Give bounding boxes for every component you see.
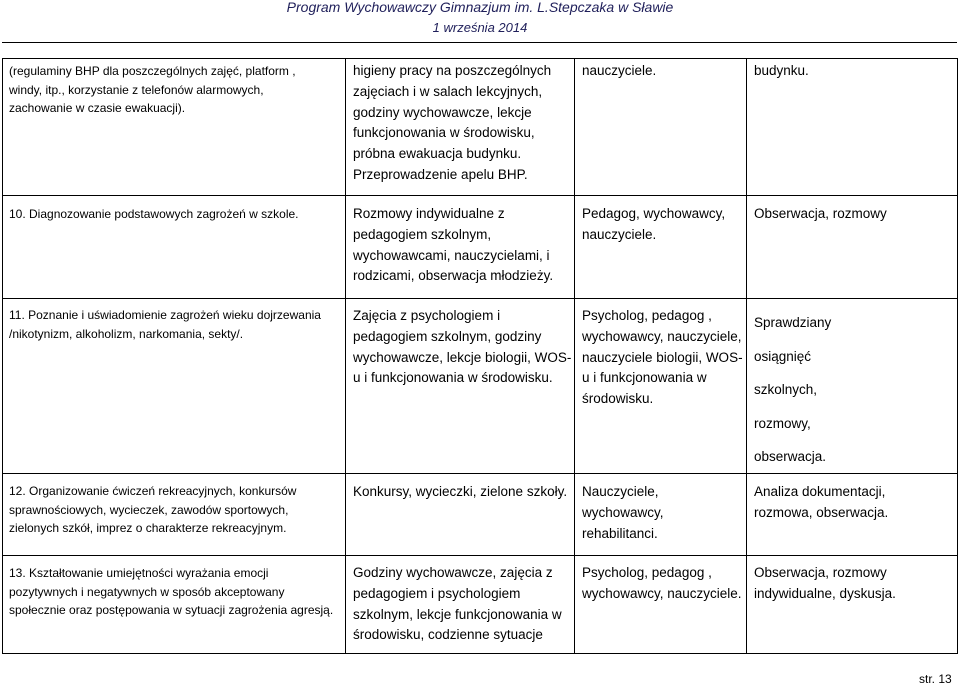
cell-line: 10. Diagnozowanie podstawowych zagrożeń w szkole. [9,207,299,221]
table-row-2-task [9,205,299,224]
table-right-border [957,58,958,654]
table-left-border [2,58,3,654]
cell-line: nauczyciele biologii, WOS- [582,349,743,365]
page-number: str. 13 [919,672,952,686]
table-row-3-evaluation [754,306,831,474]
row-divider [2,298,957,299]
cell-line: higieny pracy na poszczególnych [353,63,552,78]
cell-line: Psycholog, pedagog , [582,308,712,323]
cell-line: pozytywnych i negatywnych w sposób akceptowany [9,584,285,599]
cell-line: Przeprowadzenie apelu BHP. [353,166,528,182]
cell-line: Psycholog, pedagog , [582,565,712,580]
cell-line: szkolnych, [754,382,818,398]
header-rule [2,42,957,43]
table-bottom-border [2,653,957,654]
cell-line: wychowawcami, nauczycielami, i [353,247,550,263]
cell-line: Rozmowy indywidualne z [353,206,505,221]
cell-line: Pedagog, wychowawcy, [582,206,726,221]
cell-line: rehabilitanci. [582,525,658,541]
document-date: 1 września 2014 [432,20,528,35]
column-divider-1 [345,58,346,654]
cell-line: osiągnięć [754,348,812,364]
table-row-3-responsible [582,306,743,410]
table-row-2-responsible [582,204,725,246]
cell-line: zielonych szkół, imprez o charakterze rekreacyjnym. [9,521,287,535]
cell-line: nauczyciele. [582,226,657,242]
cell-line: windy, itp., korzystanie z telefonów alarmowych, [9,82,264,97]
cell-line: Analiza dokumentacji, [754,484,886,499]
cell-line: pedagogiem szkolnym, [353,226,492,242]
cell-line: /nikotynizm, alkoholizm, narkomania, sekty/. [9,326,244,341]
cell-line: funkcjonowania w środowisku, [353,125,535,141]
cell-line: szkolnym, lekcje funkcjonowania w [353,606,562,622]
table-row-5-evaluation [754,563,896,605]
cell-line: wychowawcze, lekcje biologii, WOS- [353,349,572,365]
table-row-2-evaluation [754,204,887,225]
cell-line: Nauczyciele, [582,484,659,499]
table-row-4-evaluation [754,482,888,524]
cell-line: 13. Kształtowanie umiejętności wyrażania emocji [9,566,269,580]
cell-line: środowisku. [582,391,654,407]
table-row-3-task [9,306,321,343]
table-row-4-forms [353,482,567,503]
cell-line: u i funkcjonowania w [582,370,707,386]
table-row-1-forms [353,61,551,186]
cell-line: obserwacja. [754,449,827,465]
table-row-4-task [9,482,296,538]
table-row-1-evaluation [754,61,809,82]
table-row-1-responsible [582,61,656,82]
cell-line: środowisku, codzienne sytuacje [353,627,543,643]
table-row-3-forms [353,306,571,389]
cell-line: wychowawcy, nauczyciele. [582,585,742,601]
cell-line: 11. Poznanie i uświadomienie zagrożeń wieku dojrzewania [9,308,321,322]
cell-line: pedagogiem i psychologiem [353,585,521,601]
row-divider [2,195,957,196]
row-divider [2,555,957,556]
cell-line: u i funkcjonowania w środowisku. [353,370,553,386]
cell-line: zachowanie w czasie ewakuacji). [9,101,186,115]
cell-line: Godziny wychowawcze, zajęcia z [353,565,553,580]
column-divider-3 [746,58,747,654]
cell-line: wychowawcy, [582,504,664,520]
table-row-4-responsible [582,482,664,544]
cell-line: Sprawdziany [754,315,832,330]
table-row-2-forms [353,204,553,287]
cell-line: zajęciach i w salach lekcyjnych, [353,83,543,99]
cell-line: Konkursy, wycieczki, zielone szkoły. [353,484,568,499]
cell-line: Zajęcia z psychologiem i [353,308,501,323]
cell-line: rodzicami, obserwacja młodzieży. [353,268,554,284]
cell-line: godziny wychowawcze, lekcje [353,104,532,120]
column-divider-2 [574,58,575,654]
cell-line: Obserwacja, rozmowy [754,206,887,221]
cell-line: budynku. [754,63,809,78]
cell-line: próbna ewakuacja budynku. [353,146,522,162]
cell-line: nauczyciele. [582,63,657,78]
cell-line: rozmowa, obserwacja. [754,504,889,520]
document-title: Program Wychowawczy Gimnazjum im. L.Stepczaka w Sławie [286,0,674,15]
table-row-1-task [9,62,296,118]
cell-line: pedagogiem szkolnym, godziny [353,328,542,344]
cell-line: wychowawcy, nauczyciele, [582,328,742,344]
table-top-border [2,58,957,59]
table-row-5-forms [353,563,562,646]
cell-line: sprawnościowych, wycieczek, zawodów sportowych, [9,502,289,517]
table-row-5-task [9,564,333,620]
cell-line: społecznie oraz postępowania w sytuacji zagrożenia agresją. [9,603,334,617]
cell-line: rozmowy, [754,415,811,431]
cell-line: Obserwacja, rozmowy [754,565,887,580]
cell-line: 12. Organizowanie ćwiczeń rekreacyjnych, konkursów [9,484,297,498]
cell-line: indywidualne, dyskusja. [754,585,896,601]
table-row-5-responsible [582,563,742,605]
cell-line: (regulaminy BHP dla poszczególnych zajęć, platform , [9,64,296,78]
